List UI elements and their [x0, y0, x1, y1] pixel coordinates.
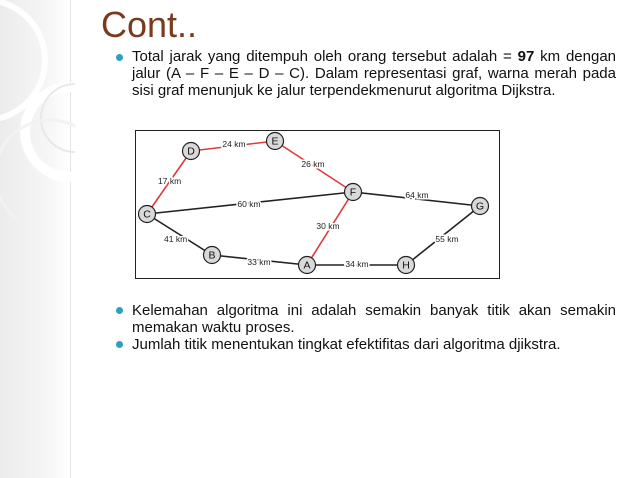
bullet-text: Kelemahan algoritma ini adalah semakin banyak titik akan semakin memakan waktu proses.	[132, 302, 616, 336]
edge-label: 41 km	[164, 234, 188, 244]
node-label: G	[475, 200, 485, 213]
bullet-marker	[116, 54, 123, 61]
node-label: A	[303, 259, 311, 272]
edge-label: 26 km	[301, 159, 325, 169]
bullet-text	[132, 48, 616, 99]
slide-title: Cont..	[101, 4, 198, 45]
bullet-marker	[116, 307, 123, 314]
node-label: H	[402, 259, 410, 272]
node-label: C	[143, 208, 151, 221]
bullet-marker	[116, 341, 123, 348]
graph-diagram	[130, 125, 510, 285]
edge-label: 17 km	[158, 176, 182, 186]
node-label: F	[349, 186, 357, 199]
bullet-text-lead: Total jarak yang ditempuh oleh orang tersebut adalah =	[132, 48, 518, 65]
edge-label: 30 km	[316, 221, 340, 231]
edge-label: 55 km	[435, 234, 459, 244]
node-label: D	[187, 145, 195, 158]
bullet-text-tail: km dengan jalur (A – F – E – D – C). Dalam representasi graf, warna merah pada sisi graf menunjuk ke jalur terpendekmenurut algoritma Dijkstra.	[132, 48, 616, 99]
edge-label: 33 km	[247, 257, 271, 267]
edge-label: 64 km	[405, 190, 429, 200]
edge-label: 60 km	[237, 199, 261, 209]
node-label: E	[271, 135, 279, 148]
decorative-rings	[0, 0, 75, 220]
node-label: B	[208, 249, 216, 262]
edge-label: 24 km	[222, 139, 246, 149]
total-distance-value: 97	[517, 48, 535, 65]
edge-label: 34 km	[345, 259, 369, 269]
bullet-text: Jumlah titik menentukan tingkat efektifitas dari algoritma djikstra.	[132, 336, 561, 353]
